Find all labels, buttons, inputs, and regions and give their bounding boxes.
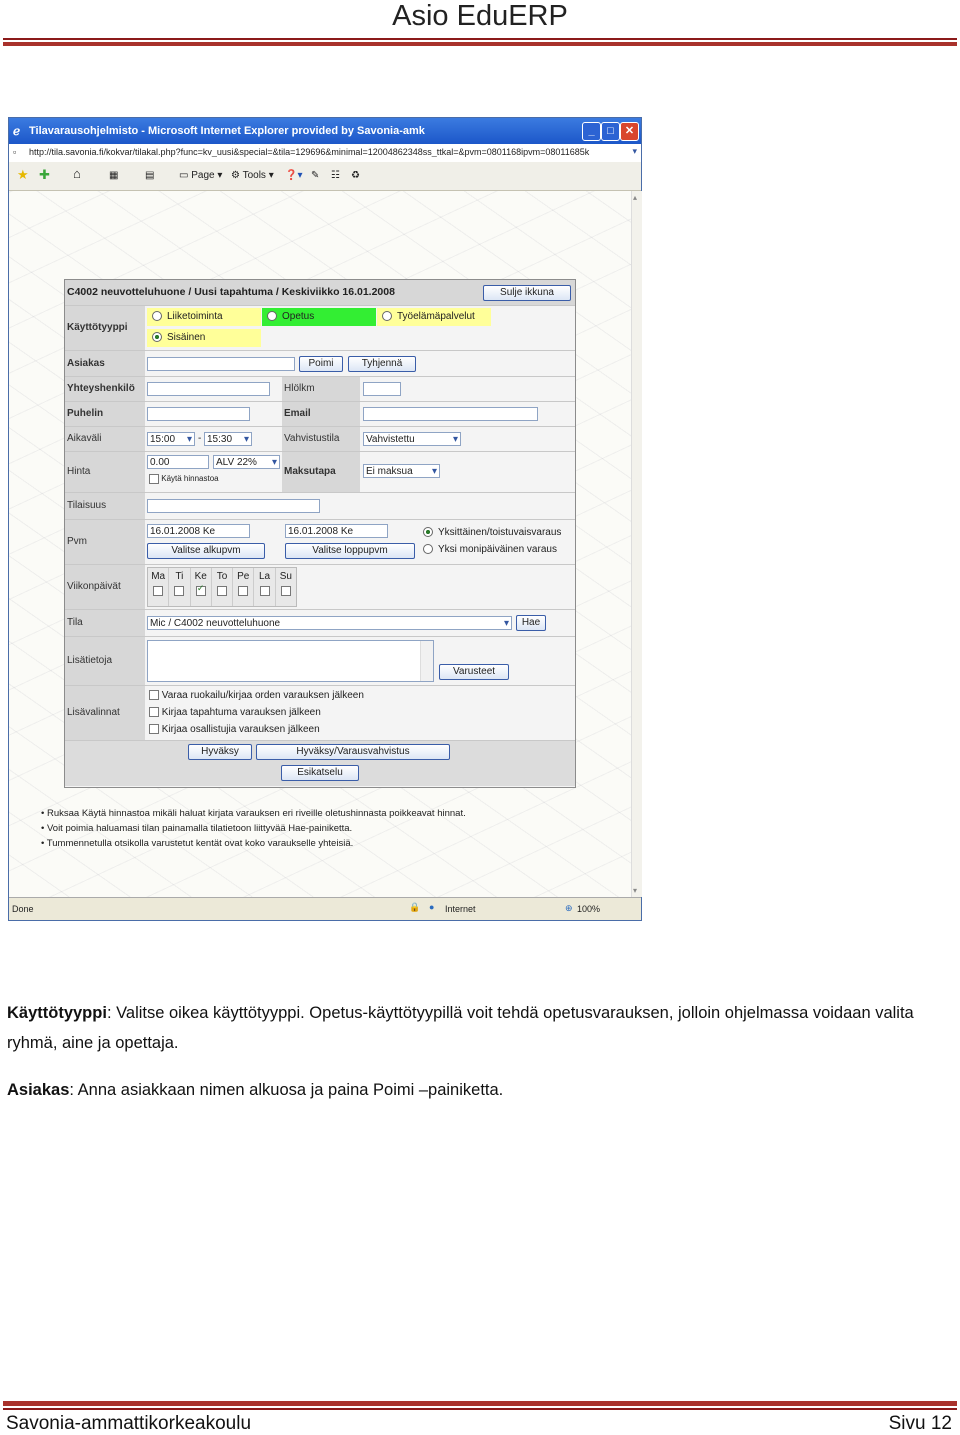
- radio-selected-icon: [423, 527, 433, 537]
- term-client: Asiakas: [7, 1081, 70, 1099]
- option-participants[interactable]: [149, 724, 320, 735]
- client-row: [65, 351, 575, 377]
- address-bar[interactable]: [9, 144, 641, 163]
- footer-organization: Savonia-ammattikorkeakoulu: [6, 1413, 252, 1434]
- help-icon[interactable]: ❓▾: [285, 170, 303, 181]
- weekdays-row: [65, 565, 575, 610]
- tools-menu[interactable]: ⚙ Tools ▾: [231, 170, 274, 181]
- scroll-down-icon[interactable]: ▾: [633, 886, 638, 895]
- address-dropdown-icon[interactable]: ▾: [632, 146, 637, 156]
- repeat-multi-radio[interactable]: [423, 544, 557, 555]
- date-label: Pvm: [65, 520, 145, 564]
- clear-button[interactable]: Tyhjennä: [348, 356, 416, 372]
- minimize-icon[interactable]: _: [582, 122, 601, 141]
- address-text: http://tila.savonia.fi/kokvar/tilakal.php?func=kv_uusi&special=&tila=129696&minimal=12004862348ss_ttkal=&pvm=0801168ipvm=08011685k: [29, 147, 590, 157]
- price-input[interactable]: 0.00: [147, 455, 209, 469]
- help-tips: [41, 808, 466, 853]
- browser-toolbar: [9, 162, 641, 191]
- persons-label: Hlölkm: [282, 377, 360, 401]
- time-row: [65, 427, 575, 452]
- weekday-label: Su: [279, 571, 292, 582]
- options-row: [65, 686, 575, 741]
- extra-row: [65, 637, 575, 686]
- type-internal-label: Sisäinen: [167, 332, 206, 343]
- weekday-label: Ke: [194, 571, 207, 582]
- purpose-label: Tilaisuus: [65, 493, 145, 519]
- purpose-row: [65, 493, 575, 520]
- page-menu[interactable]: ▭ Page ▾: [179, 170, 223, 181]
- checkbox-checked-icon: [196, 586, 206, 596]
- tool-extra-icon[interactable]: ♻: [351, 170, 360, 181]
- preview-button[interactable]: Esikatselu: [281, 765, 359, 781]
- checkbox-icon: [149, 474, 159, 484]
- document-header-title: Asio EduERP: [392, 0, 568, 32]
- research-icon[interactable]: ✎: [311, 170, 320, 181]
- use-price-list-checkbox[interactable]: [149, 474, 219, 484]
- type-business-label: Liiketoiminta: [167, 311, 223, 322]
- header-rule: [3, 38, 957, 40]
- option-event[interactable]: [149, 707, 321, 718]
- email-input[interactable]: [363, 407, 538, 421]
- checkbox-icon: [238, 586, 248, 596]
- room-select[interactable]: Mic / C4002 neuvotteluhuone ▾: [147, 616, 512, 630]
- lock-icon: 🔒: [409, 902, 421, 912]
- type-row: [65, 306, 575, 351]
- browser-content: [9, 191, 631, 897]
- contact-row: [65, 377, 575, 402]
- price-label: Hinta: [65, 452, 145, 492]
- close-window-button[interactable]: Sulje ikkuna: [483, 285, 571, 301]
- checkbox-icon: [149, 724, 159, 734]
- radio-icon: [152, 311, 162, 321]
- start-date-button[interactable]: Valitse alkupvm: [147, 543, 265, 559]
- extra-textarea[interactable]: [147, 640, 434, 682]
- phone-label: Puhelin: [65, 402, 145, 426]
- paragraph-usage-type: [7, 998, 927, 1058]
- date-row: [65, 520, 575, 565]
- weekday-label: La: [258, 571, 271, 582]
- tip-text: Tummennetulla otsikolla varustetut kentät ovat koko varaukselle yhteisiä.: [46, 838, 354, 849]
- contact-input[interactable]: [147, 382, 270, 396]
- browser-scrollbar[interactable]: [631, 191, 642, 897]
- weekday-mon[interactable]: [148, 568, 169, 606]
- client-text: : Anna asiakkaan nimen alkuosa ja paina Poimi –painiketta.: [69, 1081, 504, 1099]
- weekdays-label: Viikonpäivät: [65, 565, 145, 609]
- weekday-sat[interactable]: [254, 568, 275, 606]
- weekday-tue[interactable]: [169, 568, 190, 606]
- status-text: Done: [12, 904, 34, 914]
- email-label: Email: [282, 402, 360, 426]
- weekday-grid: [147, 567, 297, 607]
- tools-menu-label: Tools: [242, 170, 266, 181]
- extra-label: Lisätietoja: [65, 637, 145, 685]
- weekday-fri[interactable]: [233, 568, 254, 606]
- radio-icon: [382, 311, 392, 321]
- zoom-icon[interactable]: ⊕: [565, 903, 573, 913]
- browser-window: [8, 117, 642, 921]
- close-icon[interactable]: ✕: [620, 122, 639, 141]
- type-option-worklife[interactable]: [377, 308, 491, 326]
- type-option-teaching[interactable]: [262, 308, 376, 326]
- client-label: Asiakas: [65, 351, 145, 376]
- footer-rule-thin: [3, 1408, 957, 1410]
- persons-input[interactable]: [363, 382, 401, 396]
- type-option-internal[interactable]: [147, 329, 261, 347]
- home-icon[interactable]: ⌂: [73, 166, 81, 181]
- phone-row: [65, 402, 575, 427]
- radio-icon: [267, 311, 277, 321]
- status-zone: Internet: [445, 904, 476, 914]
- option-meal[interactable]: [149, 690, 364, 701]
- purpose-input[interactable]: [147, 499, 320, 513]
- checkbox-icon: [149, 707, 159, 717]
- checkbox-icon: [281, 586, 291, 596]
- checkbox-icon: [149, 690, 159, 700]
- weekday-label: Ti: [175, 571, 184, 582]
- radio-icon: [423, 544, 433, 554]
- tip-item: • Tummennetulla otsikolla varustetut kentät ovat koko varaukselle yhteisiä.: [41, 838, 354, 849]
- scroll-up-icon[interactable]: ▴: [633, 193, 638, 202]
- price-row: [65, 452, 575, 493]
- time-label: Aikaväli: [65, 427, 145, 451]
- usage-type-text: : Valitse oikea käyttötyyppi. Opetus-käyttötyypillä voit tehdä opetusvarauksen, jolloin ohjelmassa voidaan valita ryhmä, aine ja opettaja.: [7, 1004, 914, 1052]
- weekday-sun[interactable]: [276, 568, 296, 606]
- checkbox-icon: [153, 586, 163, 596]
- client-input[interactable]: [147, 357, 295, 371]
- time-separator: -: [198, 433, 202, 444]
- maximize-icon[interactable]: □: [601, 122, 620, 141]
- messenger-icon[interactable]: ☷: [331, 170, 340, 181]
- pick-button[interactable]: Poimi: [299, 356, 343, 372]
- accept-confirm-button[interactable]: Hyväksy/Varausvahvistus: [256, 744, 450, 760]
- ie-icon: ℯ: [13, 124, 21, 138]
- actions-row: [65, 741, 575, 786]
- form-heading-row: [65, 280, 575, 306]
- search-room-button[interactable]: Hae: [516, 615, 546, 631]
- favorites-star-icon[interactable]: ★: [17, 167, 29, 182]
- weekday-label: Pe: [237, 571, 250, 582]
- option-participants-label: Kirjaa osallistujia varauksen jälkeen: [161, 724, 320, 735]
- type-label: Käyttötyyppi: [65, 306, 145, 350]
- radio-selected-icon: [152, 332, 162, 342]
- reservation-form: [64, 279, 576, 788]
- feeds-icon[interactable]: ▦: [109, 170, 119, 181]
- page-icon: ▫: [13, 147, 17, 157]
- use-price-list-label: Käytä hinnastoa: [161, 474, 219, 484]
- gear-icon: ⚙: [231, 170, 240, 181]
- payment-select[interactable]: Ei maksua ▾: [363, 464, 440, 478]
- type-option-business[interactable]: [147, 308, 261, 326]
- options-label: Lisävalinnat: [65, 686, 145, 740]
- start-date-input[interactable]: 16.01.2008 Ke: [147, 524, 250, 538]
- browser-titlebar: [9, 118, 641, 144]
- weekday-thu[interactable]: [212, 568, 233, 606]
- contact-label: Yhteyshenkilö: [65, 377, 145, 401]
- type-worklife-label: Työelämäpalvelut: [397, 311, 475, 322]
- repeat-single-radio[interactable]: [423, 527, 561, 538]
- payment-label: Maksutapa: [282, 452, 360, 492]
- page-menu-icon: ▭: [179, 170, 189, 181]
- form-heading: C4002 neuvotteluhuone / Uusi tapahtuma / Keskiviikko 16.01.2008: [67, 286, 395, 298]
- room-row: [65, 610, 575, 637]
- checkbox-icon: [174, 586, 184, 596]
- page-menu-label: Page: [191, 170, 215, 181]
- weekday-label: To: [216, 571, 228, 582]
- tip-item: • Ruksaa Käytä hinnastoa mikäli haluat kirjata varauksen eri riveille oletushinnasta poikkeavat hinnat.: [41, 808, 466, 819]
- header-rule-thin: [3, 42, 957, 46]
- option-event-label: Kirjaa tapahtuma varauksen jälkeen: [161, 707, 321, 718]
- weekday-label: Ma: [151, 571, 166, 582]
- end-date-button[interactable]: Valitse loppupvm: [285, 543, 415, 559]
- paragraph-client: [7, 1077, 927, 1103]
- add-favorite-icon[interactable]: ✚: [39, 167, 50, 182]
- room-label: Tila: [65, 610, 145, 636]
- globe-icon: ●: [429, 902, 435, 912]
- textarea-scrollbar[interactable]: [420, 641, 433, 681]
- status-zoom[interactable]: 100%: [577, 904, 601, 914]
- confirm-label: Vahvistustila: [282, 427, 360, 451]
- tip-item: • Voit poimia haluamasi tilan painamalla tilatietoon liittyvää Hae-painiketta.: [41, 823, 353, 834]
- browser-title: Tilavarausohjelmisto - Microsoft Internet Explorer provided by Savonia-amk: [29, 125, 425, 137]
- weekday-wed[interactable]: [191, 568, 212, 606]
- confirm-select[interactable]: Vahvistettu ▾: [363, 432, 461, 446]
- vat-select[interactable]: ALV 22% ▾: [213, 455, 280, 469]
- time-start-select[interactable]: 15:00 ▾: [147, 432, 195, 446]
- type-teaching-label: Opetus: [282, 311, 315, 322]
- checkbox-icon: [260, 586, 270, 596]
- print-icon[interactable]: ▤: [145, 170, 155, 181]
- equipment-button[interactable]: Varusteet: [439, 664, 509, 680]
- repeat-single-label: Yksittäinen/toistuvaisvaraus: [438, 527, 562, 538]
- footer-page-number: Sivu 12: [888, 1413, 952, 1434]
- tip-text: Voit poimia haluamasi tilan painamalla tilatietoon liittyvää Hae-painiketta.: [46, 823, 353, 834]
- accept-button[interactable]: Hyväksy: [188, 744, 252, 760]
- option-meal-label: Varaa ruokailu/kirjaa orden varauksen jälkeen: [161, 690, 364, 701]
- repeat-multi-label: Yksi monipäiväinen varaus: [438, 544, 557, 555]
- footer-rule: [3, 1401, 957, 1406]
- tip-text: Ruksaa Käytä hinnastoa mikäli haluat kirjata varauksen eri riveille oletushinnasta poikkeavat hinnat.: [46, 808, 466, 819]
- term-usage-type: Käyttötyyppi: [7, 1004, 107, 1022]
- time-end-select[interactable]: 15:30 ▾: [204, 432, 252, 446]
- browser-statusbar: [9, 897, 641, 920]
- end-date-input[interactable]: 16.01.2008 Ke: [285, 524, 388, 538]
- checkbox-icon: [217, 586, 227, 596]
- phone-input[interactable]: [147, 407, 250, 421]
